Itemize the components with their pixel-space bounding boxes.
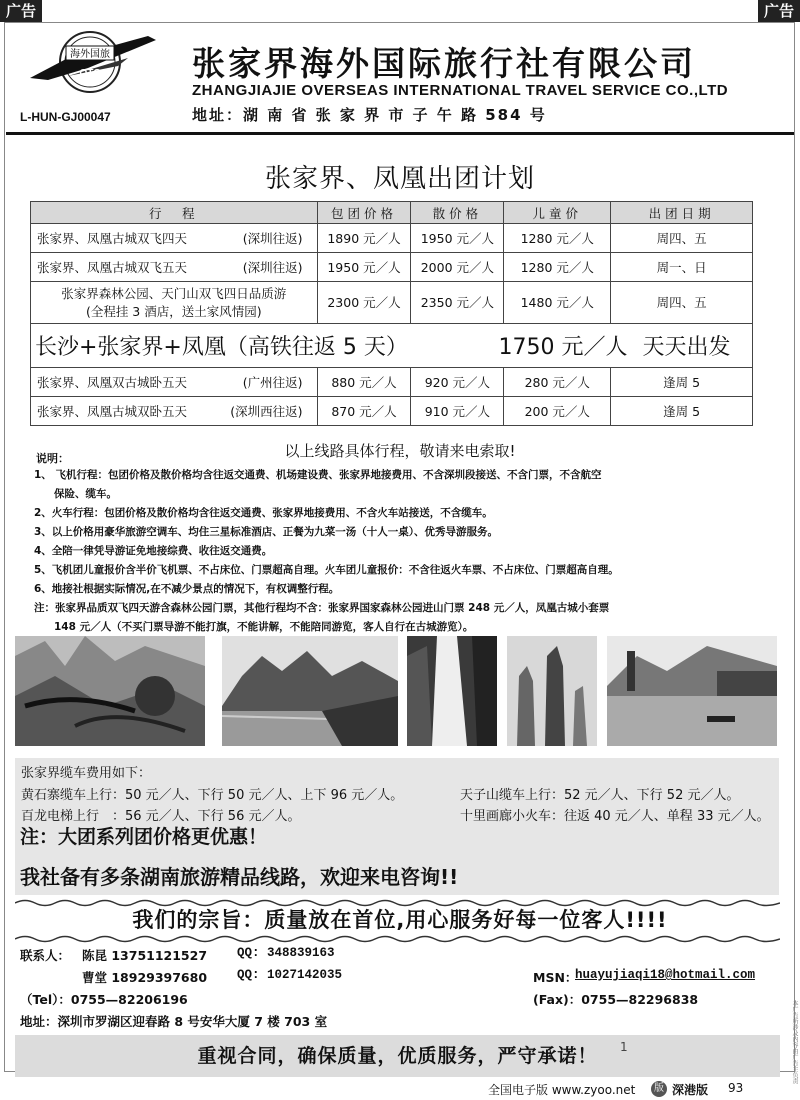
logo-text-bottom: OTC (79, 68, 101, 79)
dates-cell: 逢周 5 (611, 397, 753, 426)
table-header-row (31, 202, 753, 224)
note-item: 3、以上价格用豪华旅游空调车、均住三星标准酒店、正餐为九菜一汤（十人一桌）、优秀导游服务。 (34, 526, 499, 538)
child-price-cell: 1280 元／人 (504, 253, 611, 282)
route-cell: 张家界、凤凰古城双飞五天 (深圳往返) (31, 253, 318, 282)
note-item: 保险、缆车。 (54, 488, 117, 500)
river-peaks-photo (222, 636, 398, 746)
fee-item: 百龙电梯上行 ：56 元／人、下行 56 元／人。 (21, 809, 301, 824)
more-routes-note: 我社备有多条湖南旅游精品线路，欢迎来电咨询!! (20, 865, 459, 889)
table-row (31, 282, 753, 324)
phoenix-town-photo (607, 636, 777, 746)
note-item: 1、 飞机行程：包团价格及散价格均含往返交通费、机场建设费、张家界地接费用、不含深圳段接送、不含门票，不含航空 (34, 469, 602, 481)
table-row (31, 253, 753, 282)
company-name-en: ZHANGJIAJIE OVERSEAS INTERNATIONAL TRAVEL SERVICE CO.,LTD (192, 82, 729, 99)
ad-label-left: 广告 (0, 0, 42, 22)
header-route: 行 程 (31, 202, 318, 224)
msn-label: MSN： (533, 970, 578, 985)
itinerary-request-note: 以上线路具体行程，敬请来电索取! (284, 442, 516, 460)
contact-label: 联系人： (20, 948, 71, 963)
note-item: 5、飞机团儿童报价含半价飞机票、不占床位、门票超高自理。火车团儿童报价：不含往返火车票、不占床位、门票超高自理。 (34, 564, 619, 576)
child-price-cell: 1480 元／人 (504, 282, 611, 324)
group-price-cell: 1950 元／人 (317, 253, 411, 282)
ad-label-right: 广告 (758, 0, 800, 22)
group-price-cell: 880 元／人 (317, 368, 411, 397)
license-number: L-HUN-GJ00047 (20, 110, 111, 124)
fee-item: 天子山缆车上行：52 元／人、下行 52 元／人。 (460, 788, 740, 803)
table-row (31, 397, 753, 426)
contact-person-2: 曹堂 18929397680 (82, 970, 208, 985)
slogan-bar: 重视合同，确保质量，优质服务，严守承诺！ (15, 1035, 780, 1077)
table-row (31, 368, 753, 397)
child-price-cell: 1280 元／人 (504, 224, 611, 253)
footer-badge-icon: 版 (651, 1081, 667, 1097)
notes-label: 说明： (36, 452, 69, 465)
plan-title: 张家界、凤凰出团计划 (264, 164, 535, 194)
single-price-cell: 920 元／人 (411, 368, 504, 397)
dates-cell: 周四、五 (611, 224, 753, 253)
header-child-price: 儿童价 (504, 202, 611, 224)
group-discount-note: 注：大团系列团价格更优惠！ (20, 826, 268, 848)
dates-cell: 周四、五 (611, 282, 753, 324)
header-dates: 出团日期 (611, 202, 753, 224)
contact-fax: (Fax)：0755—82296838 (533, 992, 699, 1007)
side-disclaimer: 本广告所涉及内容由广告主负责 (791, 1000, 798, 1084)
route-cell: 张家界、凤凰古城双飞四天 (深圳往返) (31, 224, 318, 253)
waterfall-photo (407, 636, 497, 746)
table-row (31, 224, 753, 253)
single-price-cell: 910 元／人 (411, 397, 504, 426)
group-price-cell: 870 元／人 (317, 397, 411, 426)
highlight-row (31, 324, 753, 368)
company-name-cn: 张家界海外国际旅行社有限公司 (192, 44, 696, 83)
note-item: 2、火车行程：包团价格及散价格均含往返交通费、张家界地接费用、不含火车站接送，不含缆车。 (34, 507, 493, 519)
group-price-cell: 1890 元／人 (317, 224, 411, 253)
company-logo-icon (28, 28, 158, 98)
route-cell: 张家界森林公园、天门山双飞四日品质游 (全程挂 3 酒店，送土家风情园) (31, 282, 318, 324)
single-price-cell: 1950 元／人 (411, 224, 504, 253)
contact-qq-2: QQ: 1027142035 (237, 968, 343, 982)
route-cell: 张家界、凤凰双古城卧五天 (广州往返) (31, 368, 318, 397)
highlight-route: 长沙+张家界+凤凰（高铁往返 5 天） (35, 335, 408, 360)
footer-page-number: 93 (728, 1081, 744, 1095)
contact-qq-1: QQ: 348839163 (237, 946, 335, 960)
fee-item: 十里画廊小火车：往返 40 元／人、单程 33 元／人。 (460, 809, 770, 824)
company-address: 地址：湖 南 省 张 家 界 市 子 午 路 584 号 (192, 106, 547, 124)
highlight-price: 1750 元／人 (498, 335, 628, 360)
route-cell: 张家界、凤凰古城双卧五天 (深圳西往返) (31, 397, 318, 426)
note-item: 4、全陪一律凭导游证免地接综费、收往返交通费。 (34, 545, 273, 557)
dates-cell: 逢周 5 (611, 368, 753, 397)
misty-pillars-photo (507, 636, 597, 746)
logo-text-top: 海外国旅 (70, 49, 110, 60)
footer-edition: 全国电子版 www.zyoo.net (488, 1083, 636, 1097)
note-item: 6、地接社根据实际情况,在不减少景点的情况下，有权调整行程。 (34, 583, 340, 595)
header-divider (6, 132, 794, 135)
footer-region: 深港版 (672, 1083, 709, 1097)
ornament-border-bottom (15, 934, 780, 944)
scenery-photo-strip (15, 636, 777, 746)
highlight-cell (31, 324, 753, 368)
company-motto: 我们的宗旨：质量放在首位,用心服务好每一位客人!!!! (132, 908, 668, 932)
contact-address: 地址：深圳市罗湖区迎春路 8 号安华大厦 7 楼 703 室 (20, 1014, 328, 1029)
slogan-mark: 1 (620, 1040, 628, 1054)
contact-person-1: 陈昆 13751121527 (82, 948, 208, 963)
notes-list (34, 466, 784, 637)
child-price-cell: 280 元／人 (504, 368, 611, 397)
pine-cliff-photo (15, 636, 205, 746)
note-item: 148 元／人（不买门票导游不能打旗，不能讲解，不能陪同游览，客人自行在古城游览）。 (54, 621, 474, 633)
contact-tel: （Tel）：0755—82206196 (20, 992, 188, 1007)
header-group-price: 包团价格 (317, 202, 411, 224)
single-price-cell: 2000 元／人 (411, 253, 504, 282)
note-item: 注：张家界品质双飞四天游含森林公园门票，其他行程均不含：张家界国家森林公园进山门票 248 元／人，凤凰古城小套票 (34, 602, 610, 614)
fee-item: 黄石寨缆车上行：50 元／人、下行 50 元／人、上下 96 元／人。 (21, 788, 404, 803)
dates-cell: 周一、日 (611, 253, 753, 282)
fees-title: 张家界缆车费用如下： (21, 766, 152, 781)
single-price-cell: 2350 元／人 (411, 282, 504, 324)
header-single-price: 散价格 (411, 202, 504, 224)
routes-table (30, 201, 753, 426)
group-price-cell: 2300 元／人 (317, 282, 411, 324)
msn-address: huayujiaqi18@hotmail.com (575, 968, 756, 982)
child-price-cell: 200 元／人 (504, 397, 611, 426)
highlight-schedule: 天天出发 (642, 335, 731, 360)
